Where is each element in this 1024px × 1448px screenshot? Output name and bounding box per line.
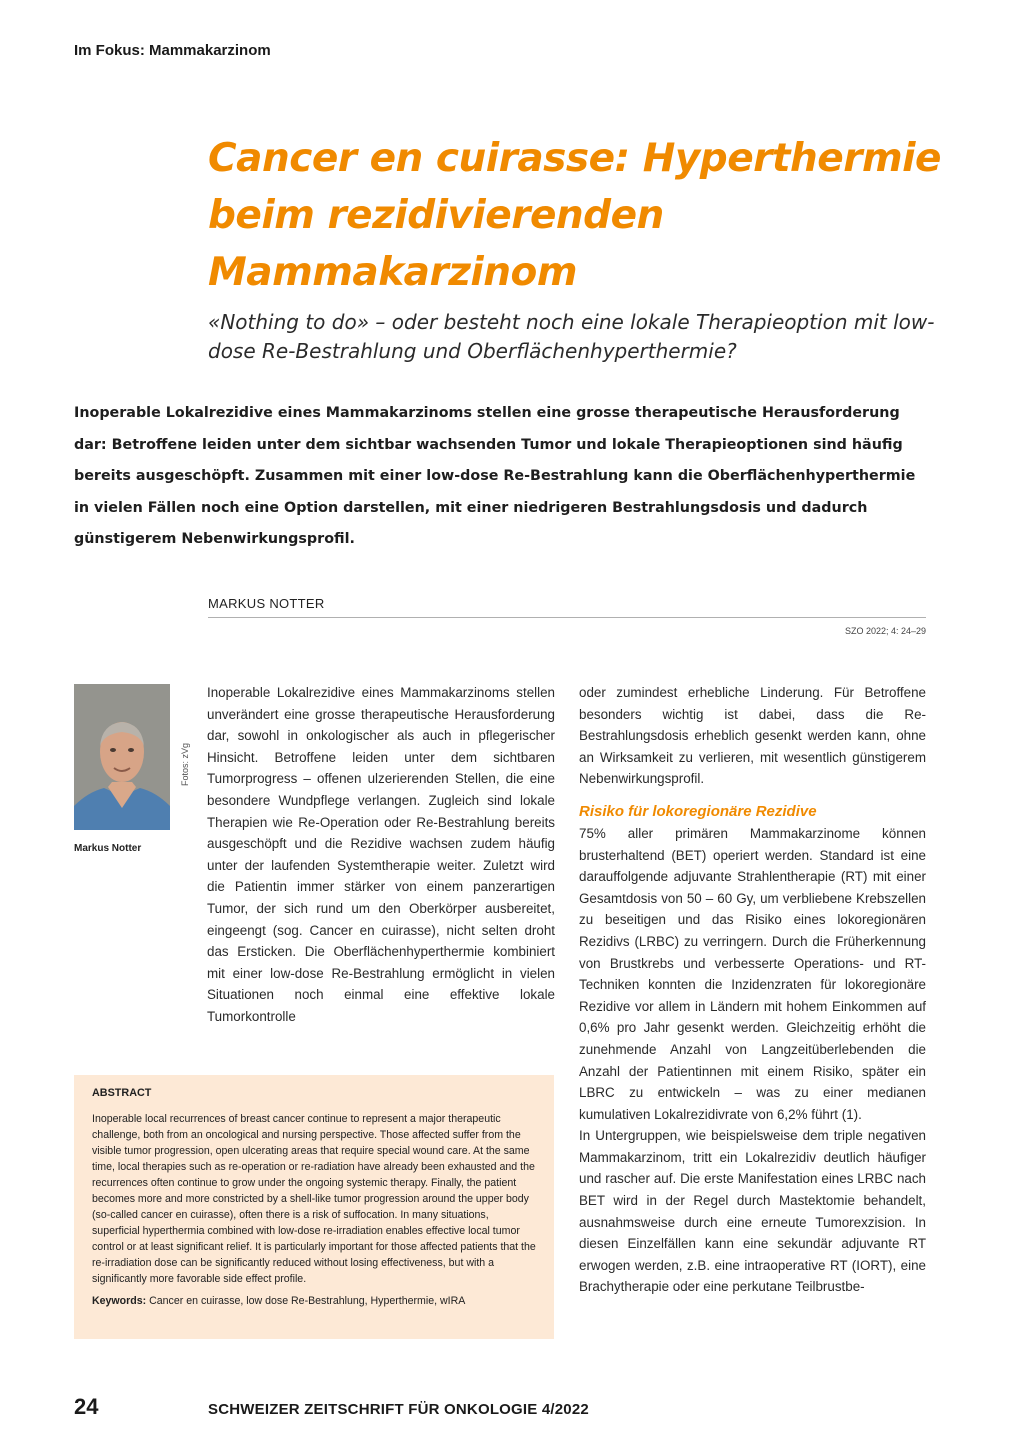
author-photo: [74, 684, 170, 830]
section-heading: Risiko für lokoregionäre Rezidive: [579, 802, 817, 820]
author-portrait-icon: [74, 684, 170, 830]
abstract-box: [74, 1075, 554, 1339]
keywords: [92, 1293, 536, 1309]
keywords-text: Cancer en cuirasse, low dose Re-Bestrahlung, Hyperthermie, wIRA: [149, 1295, 466, 1307]
author-name: MARKUS NOTTER: [208, 596, 325, 611]
divider: [208, 617, 926, 618]
photo-caption: Markus Notter: [74, 843, 142, 854]
paragraph: oder zumindest erhebliche Linderung. Für Betroffene besonders wichtig ist dabei, dass die Re-Bestrahlungsdosis erheblich gesenkt werden kann, ohne an Wirksamkeit zu verlieren, mit wesentlich günstigerem Nebenwirkungsprofil.: [579, 685, 926, 787]
body-column-2: [579, 682, 926, 1298]
article-subtitle: «Nothing to do» – oder besteht noch eine lokale Therapieoption mit low-dose Re-Bestrahlung und Oberflächenhyperthermie?: [208, 310, 935, 363]
paragraph: 75% aller primären Mammakarzinome können brusterhaltend (BET) operiert werden. Standard ist eine darauffolgende adjuvante Strahlentherapie (RT) mit einer Gesamtdosis von 50 – 60 Gy, um verbliebene Krebszellen zu beseitigen und das Risiko eines lokoregionären Rezidivs (LRBC) zu verringern. Durch die Früherkennung von Brustkrebs und verbesserte Operations- und RT-Techniken konnten die Inzidenzraten für lokoregionäre Rezidive vor allem in Ländern mit hohem Einkommen auf 0,6% pro Jahr gesenkt werden. Gleichzeitig erhöht die zunehmende Anzahl von Langzeitüberlebenden die Anzahl der Patientinnen mit einem Risiko, später ein LBRC zu entwickeln – was zu einer medianen kumulativen Lokalrezidivrate von 6,2% führt (1).: [579, 825, 926, 1122]
photo-credit: Fotos: zVg: [180, 742, 190, 786]
paragraph: In Untergruppen, wie beispielsweise dem triple negativen Mammakarzinom, tritt ein Lokalrezidiv deutlich häufiger und rascher auf. Die erste Manifestation eines LRBC nach BET wird in der Regel durch Mastektomie behandelt, ausnahmsweise durch eine erneute Tumorexzision. In diesen Einzelfällen kann eine sekundär adjuvante RT erwogen werden, z.B. eine intraoperative RT (IORT), eine Brachytherapie oder eine perkutane Teilbrustbe-: [579, 1128, 926, 1295]
body-column-1: [207, 682, 555, 1028]
article-lead: Inoperable Lokalrezidive eines Mammakarzinoms stellen eine grosse therapeutische Herausforderung dar: Betroffene leiden unter dem sichtbar wachsenden Tumor und lokale Therapieoptionen sind häufig bereits ausgeschöpft. Zusammen mit einer low-dose Re-Bestrahlung kann die Oberflächenhyperthermie in vielen Fällen noch eine Option darstellen, mit einer niedrigeren Bestrahlungsdosis und dadurch günstigerem Nebenwirkungsprofil.: [74, 405, 916, 547]
abstract-heading: ABSTRACT: [92, 1087, 152, 1099]
abstract-text: Inoperable local recurrences of breast cancer continue to represent a major therapeutic challenge, both from an oncological and nursing perspective. Those affected suffer from the visible tumor progression, open ulcerating areas that require special wound care. At the same time, local therapies such as re-operation or re-radiation have already been exhausted and the recurrences often continue to grow under the ongoing systemic therapy. Finally, the patient becomes more and more constricted by a shell-like tumor progression around the upper body (so-called cancer en cuirasse), often there is a risk of suffocation. In many situations, superficial hyperthermia combined with low-dose re-irradiation enables effective local tumor control or at least significant relief. It is particularly important for those affected patients that the re-irradiation dose can be significantly reduced without losing effectiveness, but with a significantly more favorable side effect profile.: [92, 1113, 536, 1285]
page-number: 24: [74, 1394, 99, 1419]
section-label: Im Fokus: Mammakarzinom: [74, 42, 271, 59]
keywords-label: Keywords:: [92, 1295, 147, 1307]
journal-name: SCHWEIZER ZEITSCHRIFT FÜR ONKOLOGIE 4/2022: [208, 1401, 589, 1418]
article-title: Cancer en cuirasse: Hyperthermie beim rezidivierenden Mammakarzinom: [208, 136, 941, 295]
paragraph: Inoperable Lokalrezidive eines Mammakarzinoms stellen unverändert eine grosse therapeutische Herausforderung dar, sowohl in onkologischer als auch in pflegerischer Hinsicht. Betroffene leiden unter dem sichtbaren Tumorprogress – offenen ulzerierenden Stellen, die eine besondere Wundpflege verlangen. Zugleich sind lokale Therapien wie Re-Operation oder Re-Bestrahlung bereits ausgeschöpft und die Rezidive wachsen zudem häufig unter der laufenden Systemtherapie weiter. Zuletzt wird die Patientin immer stärker von einem panzerartigen Tumor, der sich rund um den Oberkörper ausbereitet, eingeengt (sog. Cancer en cuirasse), nicht selten droht das Ersticken. Die Oberflächenhyperthermie kombiniert mit einer low-dose Re-Bestrahlung ermöglicht in vielen Situationen noch einmal eine effektive lokale Tumorkontrolle: [207, 685, 555, 1024]
citation: SZO 2022; 4: 24–29: [844, 626, 926, 636]
